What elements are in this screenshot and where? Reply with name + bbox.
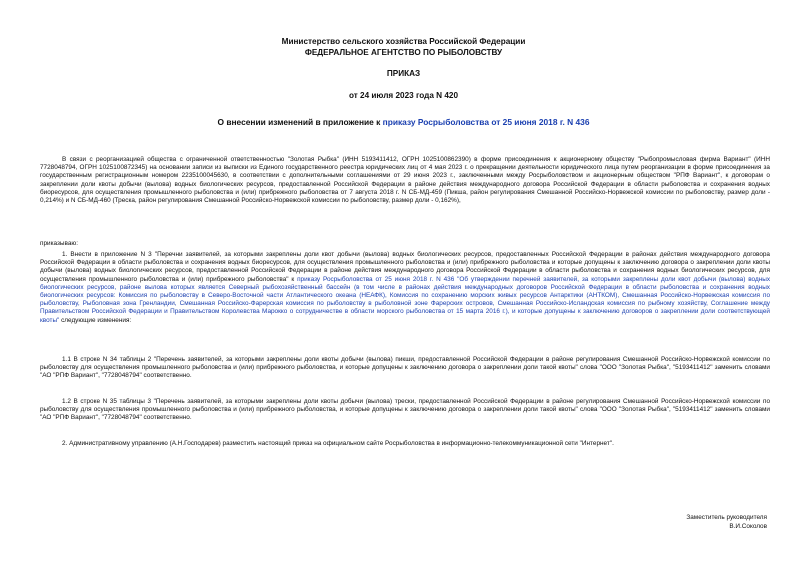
signature-block: [686, 513, 767, 531]
document-title: [0, 117, 807, 127]
item-1: [40, 251, 770, 325]
agency-name: ФЕДЕРАЛЬНОЕ АГЕНТСТВО ПО РЫБОЛОВСТВУ: [304, 48, 503, 57]
document-type: ПРИКАЗ: [386, 69, 421, 78]
preamble: [40, 156, 770, 205]
order-word-block: [40, 240, 770, 248]
item-1-part1: 1. Внести в приложение N 3 "Перечни заявителей, за которыми закреплены доли квот добычи (вылова) водных биологических ресурсов, предоставленных Российской Федерации в районах действия международного договора Российской Федерации в области рыболовства и сохранения водных биоресурсов, для осуществления промышленного рыболовства и (или) прибрежного рыболовства и которые допущены к заключению договора о закреплении доли квоты добычи (вылова) водных биологических ресурсов, предоставленной Российской Федерации в районе действия международного договора Российской Федерации в области рыболовства и сохранения водных биологических ресурсов, для осуществления промышленного рыболовства и (или) прибрежного рыболовства" к: [40, 251, 770, 283]
item-1-part2: следующие изменения:: [61, 316, 132, 324]
title-prefix: О внесении изменений в приложение к: [217, 117, 381, 127]
item-1-2-text: 1.2 В строке N 35 таблицы 3 "Перечень заявителей, за которыми закреплены доли квоты добычи (вылова) трески, предоставленной Российской Федерации в районе регулирования Смешанной Российско-Норвежской комиссии по рыболовству для осуществления промышленного рыболовства и (или) прибрежного рыболовства, и которые допущены к заключению договора о закреплении доли такой квоты" слова "ООО "Золотая Рыбка", "5193411412" заменить словами "АО "РПФ Вариант", "7728048794" соответственно.: [40, 398, 770, 422]
signature-name: В.И.Соколов: [729, 523, 767, 530]
item-1-reference-link[interactable]: приказу Росрыболовства от 25 июня 2018 г. N 436 "Об утверждении перечней заявителей, за которыми закреплены доли квот добычи (вылова) водных биологических ресурсов, районе вылова которых является Северный рыбохозяйственный бассейн (в том числе в районах действия международных договоров Российской Федерации в области рыболовства и сохранения водных биологических ресурсов: Комиссия по рыболовству в Северо-Восточной части Атлантического океана (НЕАФК), Комиссия по сохранению морских живых ресурсов Антарктики (АНТКОМ), Смешанная Российско-Норвежская комиссия по рыболовству, Рыболовная зона Гренландии, Смешанная Российско-Фарерская комиссия по рыболовству в рыболовной зоне Фарерских островов, Смешанная Российско-Исландская комиссия по рыбному хозяйству, Соглашение между Правительством Российской Федерации и Правительством Королевства Марокко о сотрудничестве в области морского рыболовства от 15 марта 2016 г.), и которые допущены к заключению договоров о закреплении доли соответствующей квоты": [40, 275, 771, 324]
signature-position: Заместитель руководителя: [686, 514, 767, 521]
preamble-text: В связи с реорганизацией общества с ограниченной ответственностью "Золотая Рыбка" (ИНН 5193411412, ОГРН 1025100862390) в форме присоединения к акционерному обществу "Рыбопромысловая фирма Вариант" (ИНН 7728048794, ОГРН 1025100872345) на основании записи из выписки из Единого государственного реестра юридических лиц от 4 мая 2023 г. о прекращении деятельности юридического лица путем реорганизации в форме присоединения за государственным регистрационным номером 2235100045630, в соответствии с дополнительными соглашениями от 29 июня 2023 г., заключенными между Росрыболовством и акционерным обществом "РПФ Вариант", к договорам о закреплении доли квоты добычи (вылова) водных биологических ресурсов, предоставленной Российской Федерации в районе действия международного договора Российской Федерации в области рыболовства и сохранения водных биоресурсов, для осуществления промышленного рыболовства и (или) прибрежного рыболовства от 7 августа 2018 г. N СБ-МД-459 (Пикша, район регулирования Смешанной Российско-Норвежской комиссии по рыболовству, размер доли - 0,214%) и N СБ-МД-460 (Треска, район регулирования Смешанной Российско-Норвежской комиссии по рыболовству, размер доли - 0,162%),: [40, 156, 770, 205]
document-date-number: от 24 июля 2023 года N 420: [348, 91, 459, 100]
ministry-name: Министерство сельского хозяйства Российской Федерации: [281, 37, 526, 46]
item-1-2: [40, 398, 770, 423]
item-2: [40, 440, 770, 448]
item-1-text: [40, 251, 770, 325]
item-1-1: [40, 356, 770, 381]
title-reference-link[interactable]: приказу Росрыболовства от 25 июня 2018 г. N 436: [382, 117, 590, 127]
item-2-text: 2. Административному управлению (А.Н.Господарев) разместить настоящий приказ на официальном сайте Росрыболовства в информационно-телекоммуникационной сети "Интернет".: [62, 440, 614, 447]
item-1-1-text: 1.1 В строке N 34 таблицы 2 "Перечень заявителей, за которыми закреплены доли квоты добычи (вылова) пикши, предоставленной Российской Федерации в районе регулирования Смешанной Российско-Норвежской комиссии по рыболовству для осуществления промышленного рыболовства и (или) прибрежного рыболовства, и которые допущены к заключению договора о закреплении доли такой квоты" слова "ООО "Золотая Рыбка", "5193411412" заменить словами "АО "РПФ Вариант", "7728048794" соответственно.: [40, 356, 770, 380]
order-word: приказываю:: [40, 240, 78, 247]
